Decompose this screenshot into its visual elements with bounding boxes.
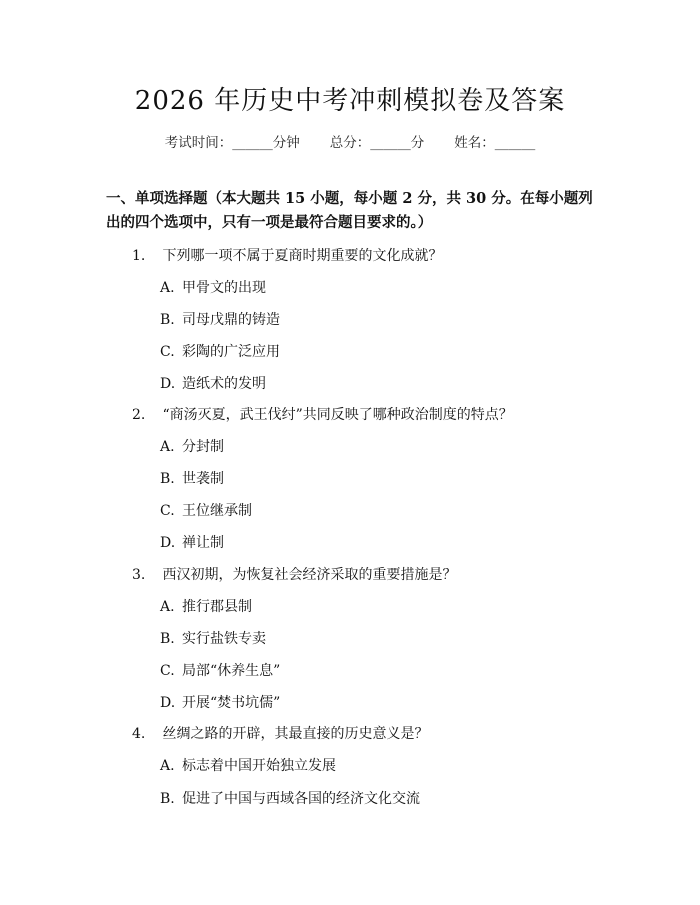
option-text: 甲骨文的出现 [182, 280, 266, 296]
question-number: 2. [132, 407, 146, 423]
option-text: 推行郡县制 [182, 599, 252, 615]
question-text: 西汉初期，为恢复社会经济采取的重要措施是？ [162, 567, 457, 583]
option-text: 禅让制 [182, 535, 224, 551]
question-1-option-a [160, 277, 266, 297]
option-letter: C. [160, 663, 175, 679]
question-3-option-a [160, 596, 252, 616]
option-letter: A. [160, 439, 175, 455]
question-number: 4. [132, 726, 146, 742]
option-text: 标志着中国开始独立发展 [182, 758, 336, 774]
option-letter: D. [160, 695, 176, 711]
option-text: 彩陶的广泛应用 [182, 344, 280, 360]
option-text: 实行盐铁专卖 [182, 631, 266, 647]
option-text: 局部“休养生息” [182, 663, 281, 679]
question-1-option-d [160, 373, 266, 393]
option-letter: A. [160, 758, 175, 774]
exam-name-field: 姓名：______ [454, 135, 536, 151]
question-3 [132, 564, 456, 584]
option-text: 开展“焚书坑儒” [182, 695, 281, 711]
question-2 [132, 404, 513, 424]
exam-meta [0, 131, 700, 151]
exam-title: 2026 年历史中考冲刺模拟卷及答案 [134, 86, 566, 116]
question-number: 3. [132, 567, 146, 583]
option-text: 造纸术的发明 [182, 376, 266, 392]
option-text: 分封制 [182, 439, 224, 455]
option-letter: D. [160, 376, 176, 392]
question-1-option-b [160, 309, 280, 329]
question-4 [132, 723, 428, 743]
question-1-option-c [160, 341, 280, 361]
question-3-option-c [160, 660, 280, 680]
question-2-option-b [160, 468, 224, 488]
question-text: “商汤灭夏，武王伐纣”共同反映了哪种政治制度的特点？ [162, 407, 513, 423]
question-2-option-d [160, 532, 224, 552]
question-text: 丝绸之路的开辟，其最直接的历史意义是？ [162, 726, 429, 742]
question-1 [132, 245, 442, 265]
section-heading: 一、单项选择题（本大题共 15 小题，每小题 2 分，共 30 分。在每小题列出的四个选项中，只有一项是最符合题目要求的。） [106, 190, 593, 231]
option-text: 司母戊鼎的铸造 [182, 312, 280, 328]
question-text: 下列哪一项不属于夏商时期重要的文化成就？ [162, 248, 443, 264]
option-letter: B. [160, 631, 175, 647]
option-text: 王位继承制 [182, 503, 252, 519]
question-4-option-b [160, 788, 420, 808]
question-2-option-c [160, 500, 252, 520]
question-2-option-a [160, 436, 224, 456]
option-letter: C. [160, 344, 175, 360]
option-letter: C. [160, 503, 175, 519]
option-letter: A. [160, 599, 175, 615]
option-letter: A. [160, 280, 175, 296]
option-letter: B. [160, 471, 175, 487]
option-text: 促进了中国与西域各国的经济文化交流 [182, 791, 420, 807]
option-letter: B. [160, 312, 175, 328]
question-number: 1. [132, 248, 146, 264]
question-4-option-a [160, 755, 336, 775]
option-letter: D. [160, 535, 176, 551]
option-text: 世袭制 [182, 471, 224, 487]
exam-time-field: 考试时间：______分钟 [164, 135, 300, 151]
option-letter: B. [160, 791, 175, 807]
exam-score-field: 总分：______分 [329, 135, 425, 151]
question-3-option-d [160, 692, 280, 712]
question-3-option-b [160, 628, 266, 648]
